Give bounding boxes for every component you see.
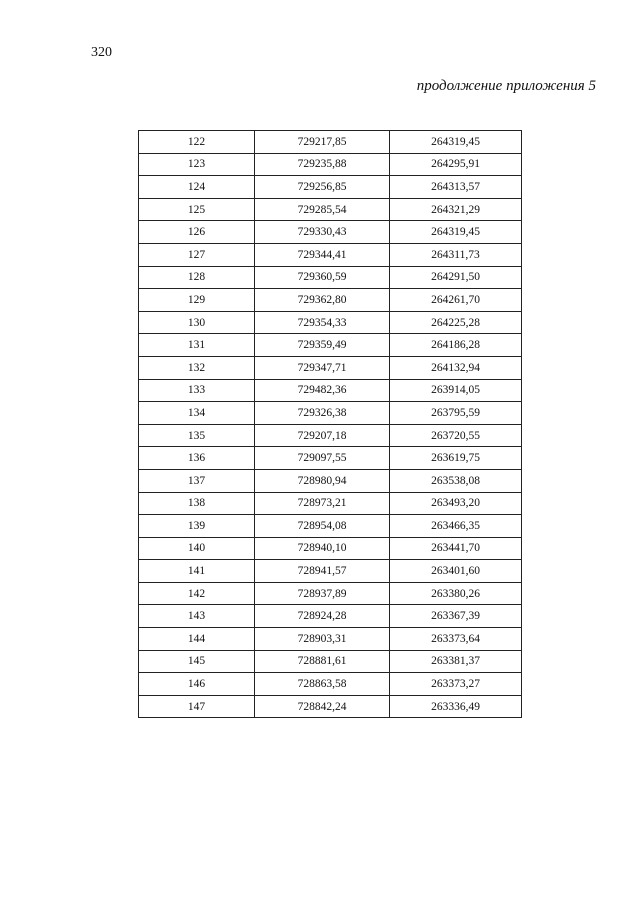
y-coordinate-cell: 264319,45 xyxy=(390,221,522,244)
y-coordinate-cell: 263538,08 xyxy=(390,469,522,492)
point-number-cell: 131 xyxy=(139,334,255,357)
x-coordinate-cell: 729354,33 xyxy=(255,311,390,334)
table-row xyxy=(139,560,522,583)
y-coordinate-cell: 264291,50 xyxy=(390,266,522,289)
table-row xyxy=(139,650,522,673)
point-number-cell: 128 xyxy=(139,266,255,289)
point-number-cell: 141 xyxy=(139,560,255,583)
table-row xyxy=(139,131,522,154)
table-row xyxy=(139,221,522,244)
table-row xyxy=(139,447,522,470)
x-coordinate-cell: 729285,54 xyxy=(255,198,390,221)
y-coordinate-cell: 264132,94 xyxy=(390,356,522,379)
y-coordinate-cell: 263373,27 xyxy=(390,673,522,696)
x-coordinate-cell: 728863,58 xyxy=(255,673,390,696)
table-row xyxy=(139,605,522,628)
x-coordinate-cell: 729235,88 xyxy=(255,153,390,176)
point-number-cell: 138 xyxy=(139,492,255,515)
x-coordinate-cell: 728954,08 xyxy=(255,515,390,538)
table-row xyxy=(139,469,522,492)
point-number-cell: 137 xyxy=(139,469,255,492)
x-coordinate-cell: 728842,24 xyxy=(255,695,390,718)
point-number-cell: 124 xyxy=(139,176,255,199)
y-coordinate-cell: 263914,05 xyxy=(390,379,522,402)
table-row xyxy=(139,673,522,696)
x-coordinate-cell: 728940,10 xyxy=(255,537,390,560)
point-number-cell: 122 xyxy=(139,131,255,154)
point-number-cell: 146 xyxy=(139,673,255,696)
y-coordinate-cell: 264319,45 xyxy=(390,131,522,154)
y-coordinate-cell: 264321,29 xyxy=(390,198,522,221)
y-coordinate-cell: 264186,28 xyxy=(390,334,522,357)
y-coordinate-cell: 263401,60 xyxy=(390,560,522,583)
y-coordinate-cell: 263336,49 xyxy=(390,695,522,718)
table-row xyxy=(139,334,522,357)
point-number-cell: 132 xyxy=(139,356,255,379)
table-row xyxy=(139,424,522,447)
y-coordinate-cell: 263367,39 xyxy=(390,605,522,628)
x-coordinate-cell: 729347,71 xyxy=(255,356,390,379)
table-row xyxy=(139,379,522,402)
x-coordinate-cell: 729330,43 xyxy=(255,221,390,244)
x-coordinate-cell: 729344,41 xyxy=(255,243,390,266)
x-coordinate-cell: 729359,49 xyxy=(255,334,390,357)
x-coordinate-cell: 729256,85 xyxy=(255,176,390,199)
table-row xyxy=(139,266,522,289)
point-number-cell: 147 xyxy=(139,695,255,718)
table-row xyxy=(139,243,522,266)
table-row xyxy=(139,402,522,425)
x-coordinate-cell: 729207,18 xyxy=(255,424,390,447)
table-row xyxy=(139,537,522,560)
point-number-cell: 142 xyxy=(139,582,255,605)
x-coordinate-cell: 729360,59 xyxy=(255,266,390,289)
x-coordinate-cell: 728881,61 xyxy=(255,650,390,673)
y-coordinate-cell: 263381,37 xyxy=(390,650,522,673)
x-coordinate-cell: 728937,89 xyxy=(255,582,390,605)
continuation-label: продолжение приложения 5 xyxy=(416,78,596,94)
point-number-cell: 133 xyxy=(139,379,255,402)
y-coordinate-cell: 263720,55 xyxy=(390,424,522,447)
table-row xyxy=(139,628,522,651)
point-number-cell: 143 xyxy=(139,605,255,628)
point-number-cell: 139 xyxy=(139,515,255,538)
point-number-cell: 145 xyxy=(139,650,255,673)
y-coordinate-cell: 264295,91 xyxy=(390,153,522,176)
y-coordinate-cell: 263441,70 xyxy=(390,537,522,560)
table-row xyxy=(139,198,522,221)
point-number-cell: 126 xyxy=(139,221,255,244)
y-coordinate-cell: 263373,64 xyxy=(390,628,522,651)
point-number-cell: 135 xyxy=(139,424,255,447)
page-number: 320 xyxy=(91,45,112,60)
table-row xyxy=(139,582,522,605)
y-coordinate-cell: 263619,75 xyxy=(390,447,522,470)
x-coordinate-cell: 729482,36 xyxy=(255,379,390,402)
y-coordinate-cell: 264261,70 xyxy=(390,289,522,312)
table-row xyxy=(139,311,522,334)
x-coordinate-cell: 729362,80 xyxy=(255,289,390,312)
table-row xyxy=(139,515,522,538)
point-number-cell: 144 xyxy=(139,628,255,651)
point-number-cell: 125 xyxy=(139,198,255,221)
x-coordinate-cell: 728973,21 xyxy=(255,492,390,515)
x-coordinate-cell: 729097,55 xyxy=(255,447,390,470)
point-number-cell: 134 xyxy=(139,402,255,425)
y-coordinate-cell: 264313,57 xyxy=(390,176,522,199)
x-coordinate-cell: 728903,31 xyxy=(255,628,390,651)
x-coordinate-cell: 728980,94 xyxy=(255,469,390,492)
x-coordinate-cell: 728941,57 xyxy=(255,560,390,583)
point-number-cell: 136 xyxy=(139,447,255,470)
coordinates-table xyxy=(138,130,522,718)
x-coordinate-cell: 729326,38 xyxy=(255,402,390,425)
table-row xyxy=(139,153,522,176)
y-coordinate-cell: 264311,73 xyxy=(390,243,522,266)
x-coordinate-cell: 729217,85 xyxy=(255,131,390,154)
x-coordinate-cell: 728924,28 xyxy=(255,605,390,628)
point-number-cell: 127 xyxy=(139,243,255,266)
y-coordinate-cell: 263493,20 xyxy=(390,492,522,515)
y-coordinate-cell: 264225,28 xyxy=(390,311,522,334)
point-number-cell: 140 xyxy=(139,537,255,560)
y-coordinate-cell: 263466,35 xyxy=(390,515,522,538)
table-row xyxy=(139,289,522,312)
coordinates-table-body xyxy=(139,131,522,718)
table-row xyxy=(139,492,522,515)
table-row xyxy=(139,695,522,718)
point-number-cell: 123 xyxy=(139,153,255,176)
table-row xyxy=(139,176,522,199)
y-coordinate-cell: 263795,59 xyxy=(390,402,522,425)
table-row xyxy=(139,356,522,379)
point-number-cell: 129 xyxy=(139,289,255,312)
y-coordinate-cell: 263380,26 xyxy=(390,582,522,605)
point-number-cell: 130 xyxy=(139,311,255,334)
